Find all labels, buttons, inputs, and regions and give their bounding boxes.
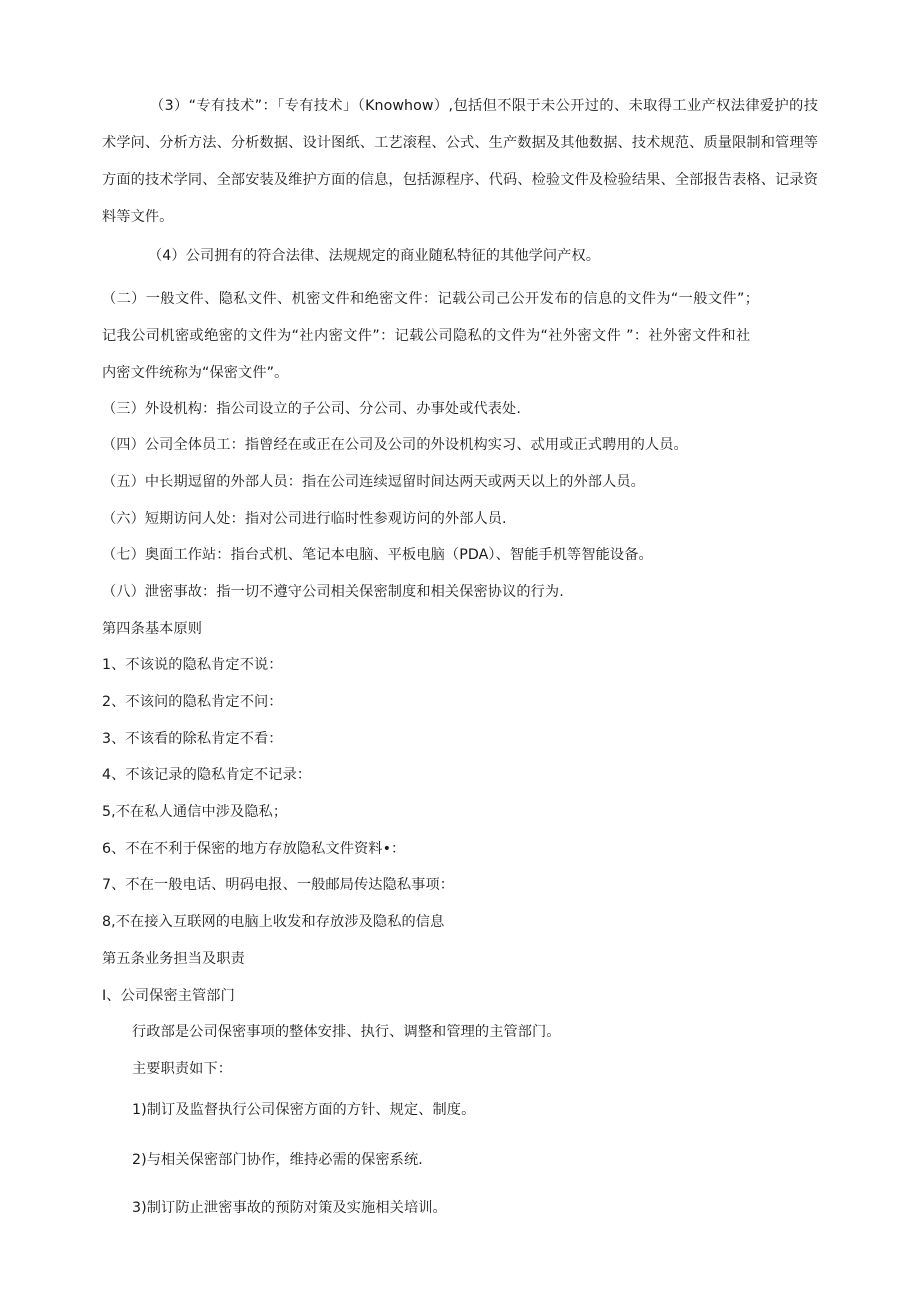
section-8: （八）泄密事故：指一切不遵守公司相关保密制度和相关保密协议的行为. (102, 584, 564, 600)
article-4-title: 第四条基本原则 (102, 621, 203, 637)
section-5: （五）中长期逗留的外部人员：指在公司连续逗留时间达两天或两天以上的外部人员。 (102, 474, 645, 490)
duties-intro: 主要职责如下： (132, 1061, 233, 1077)
section-7: （七）奥面工作站：指台式机、笔记本电脑、平板电脑（PDA）、智能手机等智能设备。 (102, 547, 653, 563)
duty-item: 2)与相关保密部门协作，维持必需的保密系统. (132, 1152, 423, 1168)
duty-item: 1)制订及监督执行公司保密方面的方针、规定、制度。 (132, 1102, 476, 1118)
section-2-line-3: 内密文件统称为“保密文件”。 (102, 365, 289, 381)
duty-item: 3)制订防止泄密事故的预防对策及实施相关培训。 (132, 1200, 447, 1216)
principle-item: 4、不该记录的隐私肯定不记录： (102, 767, 312, 783)
section-2-line-1: （二）一般文件、隐私文件、机密文件和绝密文件：记载公司己公开发布的信息的文件为“一般文件”； (102, 291, 760, 307)
principle-item: 8,不在接入互联网的电脑上收发和存放涉及隐私的信息 (102, 914, 445, 930)
dept-description: 行政部是公司保密事项的整体安排、执行、调整和管理的主管部门。 (132, 1024, 561, 1040)
principle-item: 3、不该看的除私肯定不看： (102, 731, 283, 747)
section-6: （六）短期访问人处：指对公司进行临时性参观访问的外部人员. (102, 511, 507, 527)
principle-item: 5,不在私人通信中涉及隐私； (102, 804, 288, 820)
paragraph-know-how: （3）“专有技术”：「专有技术」（Knowhow）,包括但不限于未公开过的、未取得工业产权法律爱护的技术学问、分析方法、分析数据、设计图纸、工艺滚程、公式、生产数据及其他数据、技术规范、质量限制和管理等方面的技术学同、全部安装及维护方面的信息，包括源程序、代码、检验文件及检验结果、全部报告表格、记录资料等文件。 (102, 98, 818, 225)
principle-item: 2、不该问的隐私肯定不问： (102, 694, 283, 710)
section-4: （四）公司全体员工：指曾经在或正在公司及公司的外设机构实习、忒用或正式聘用的人员。 (102, 437, 688, 453)
section-3: （三）外设机构：指公司设立的子公司、分公司、办事处或代表处. (102, 401, 521, 417)
article-5-title: 第五条业务担当及职责 (102, 951, 245, 967)
paragraph-ip-rights: （4）公司拥有的符合法律、法规规定的商业随私特征的其他学问产权。 (148, 248, 601, 264)
principle-item: 6、不在不利于保密的地方存放隐私文件资料•： (102, 841, 406, 857)
section-2-line-2: 记我公司机密或绝密的文件为“社内密文件”：记载公司隐私的文件为“社外密文件 ”：社外密文件和社 (102, 328, 751, 344)
principle-item: 1、不该说的隐私肯定不说： (102, 657, 283, 673)
principle-item: 7、不在一般电话、明码电报、一般邮局传达隐私事项： (102, 877, 455, 893)
dept-heading: I、公司保密主管部门 (102, 988, 235, 1004)
